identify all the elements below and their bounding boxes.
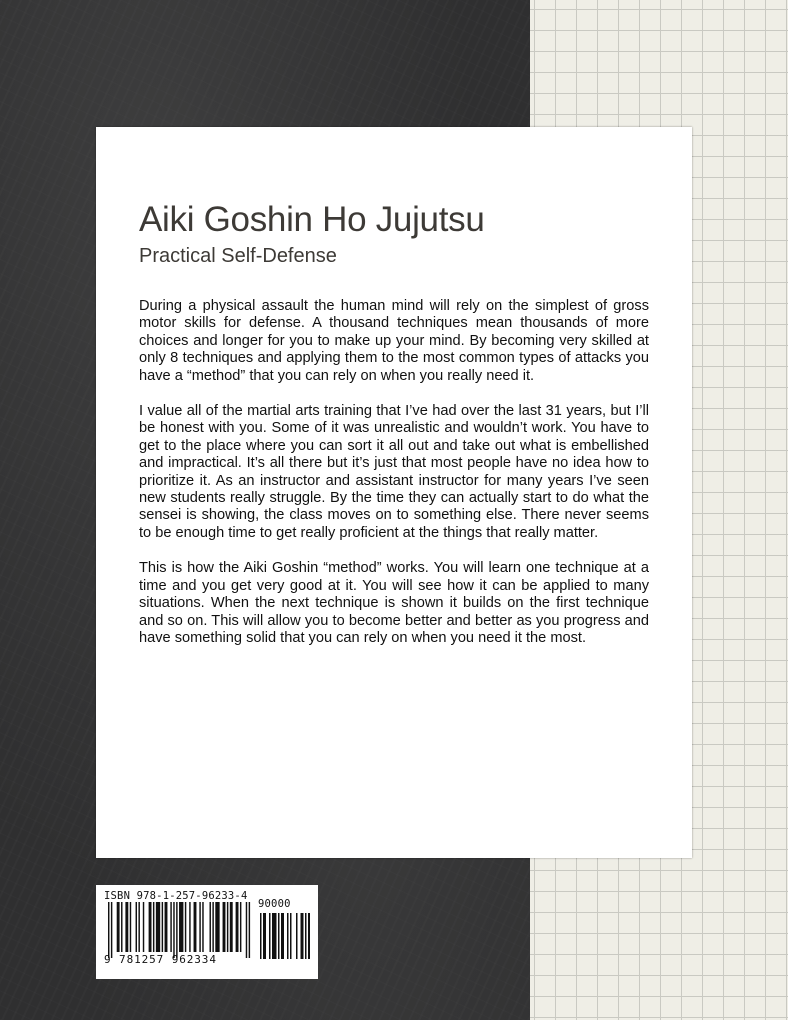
book-subtitle: Practical Self-Defense	[139, 245, 337, 267]
book-title: Aiki Goshin Ho Jujutsu	[139, 200, 485, 239]
isbn-label: ISBN 978-1-257-96233-4	[104, 890, 248, 902]
blurb-paragraph-1: During a physical assault the human mind will rely on the simplest of gross motor skills for defense. A thousand techniques mean thousands of more choices and longer for you to make up your mind. By becoming very skilled at only 8 techniques and applying them to the most common types of attacks you have a “method” that you can rely on when you really need it.	[139, 298, 649, 384]
blurb-body	[139, 298, 649, 665]
blurb-paragraph-2: I value all of the martial arts training that I’ve had over the last 31 years, but I’ll be honest with you. Some of it was unrealistic and wouldn’t work. You have to get to the place where you can sort it all out and take out what is embellished and impractical. It’s all there but it’s just that most people have no idea how to prioritize it. As an instructor and assistant instructor for many years I’ve seen new students really struggle. By the time they can actually start to do what the sensei is showing, the class moves on to something else. There never seems to be enough time to get really proficient at the things that really matter.	[139, 403, 649, 541]
addon-barcode-graphic	[258, 913, 310, 961]
ean13-barcode-graphic	[104, 902, 254, 958]
isbn-barcode-box	[96, 885, 318, 979]
blurb-paragraph-3: This is how the Aiki Goshin “method” works. You will learn one technique at a time and you get very good at it. You will see how it can be applied to many situations. When the next technique is shown it builds on the first technique and so on. This will allow you to become better and better as you progress and have something solid that you can rely on when you need it the most.	[139, 560, 649, 646]
text-panel	[96, 127, 692, 858]
barcode-digits: 9 781257 962334	[104, 953, 217, 966]
price-code: 90000	[258, 898, 291, 910]
